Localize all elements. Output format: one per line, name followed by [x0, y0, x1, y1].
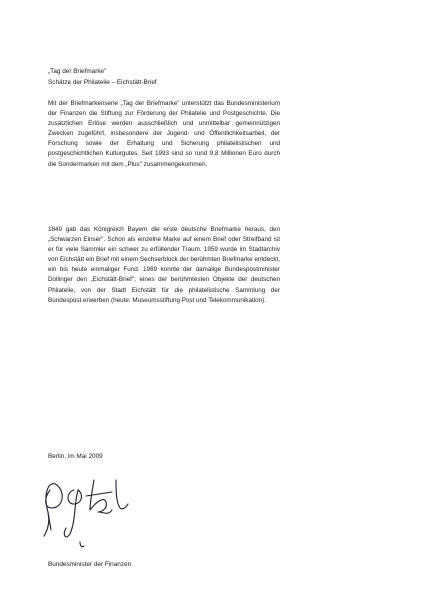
handwritten-signature — [36, 468, 146, 560]
letter-title: „Tag der Briefmarke" — [48, 68, 107, 75]
letter-heading — [48, 66, 348, 88]
paragraph-eichstaett: 1849 gab das Königreich Bayern die erste deutsche Briefmarke heraus, den „Schwarzen Einser". Schon als einzelne Marke auf einem Brief oder Streifband ist er für viele Sammler ein schwer zu erfüllender Traum. 1959 wurde im Stadtarchiv von Eichstätt ein Brief mit einem Sechserblock der berühmten Briefmarke entdeckt, ein bis heute einmaliger Fund. 1969 konnte der damalige Bundespostminister Dollinger den „Eichstätt-Brief", eines der berühmtesten Objekte der deutschen Philatelie, von der Stadt Eichstätt für die philatelistische Sammlung der Bundespost erwerben (heute: Museumsstiftung Post und Telekommunikation). — [48, 226, 280, 304]
letter-subtitle: Schätze der Philatelie – Eichstätt-Brief — [48, 79, 157, 86]
paragraph-stiftung: Mit der Briefmarkenserie „Tag der Briefmarke" unterstützt das Bundesministerium der Finanzen die Stiftung zur Förderung der Philatelie und Postgeschichte. Die zusätzlichen Erlöse werden ausschließlich und unmittelbar gemeinnützigen Zwecken zugeführt, insbesondere der Jugend- und Öffentlichkeitsarbeit, der Forschung sowie der Erhaltung und Sicherung philatelistischen und postgeschichtlichen Kulturgutes. Seit 1993 sind so rund 9,8 Millionen Euro durch die Sondermarken mit dem „Plus" zusammengekommen. — [48, 100, 280, 168]
place-date: Berlin, im Mai 2009 — [48, 453, 103, 460]
signer-title: Bundesminister der Finanzen — [48, 561, 132, 568]
